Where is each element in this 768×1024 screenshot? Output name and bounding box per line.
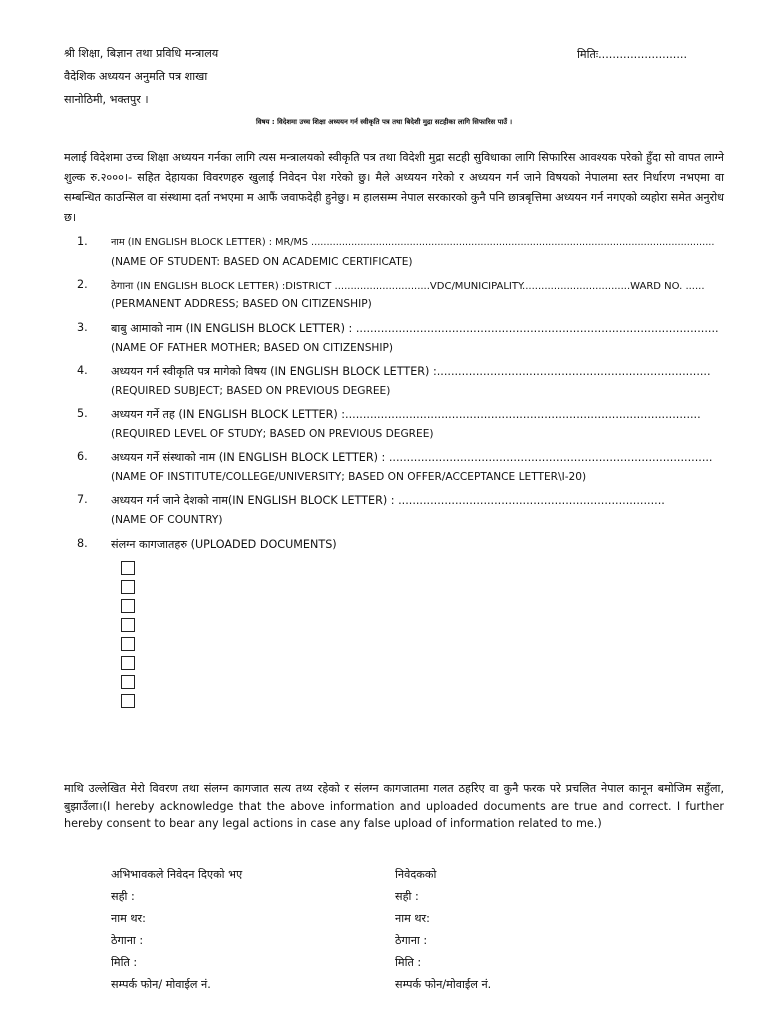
- guardian-date-field: मिति :: [111, 956, 138, 969]
- item-number: 3.: [77, 321, 88, 334]
- item-parents-name: बाबु आमाको नाम (IN ENGLISH BLOCK LETTER) : ......................................................................................................: [111, 322, 719, 335]
- applicant-address-field: ठेगाना :: [395, 934, 428, 947]
- document-checkbox[interactable]: [121, 675, 135, 689]
- applicant-phone-field: सम्पर्क फोन/मोवाईल नं.: [395, 978, 492, 991]
- addressee-line-1: श्री शिक्षा, बिज्ञान तथा प्रविधि मन्त्रालय: [64, 47, 219, 60]
- item-uploaded-documents: संलग्न कागजातहरु (UPLOADED DOCUMENTS): [111, 538, 337, 551]
- item-number: 5.: [77, 407, 88, 420]
- guardian-signature-field: सही :: [111, 890, 135, 903]
- item-student-name-note: (NAME OF STUDENT: BASED ON ACADEMIC CERTIFICATE): [111, 256, 413, 268]
- applicant-signature-field: सही :: [395, 890, 419, 903]
- item-number: 4.: [77, 364, 88, 377]
- subject-line: विषय : विदेशमा उच्च शिक्षा अध्ययन गर्न स्वीकृति पत्र तथा बिदेशी मुद्रा सटहीका लागि सिफारिस पाउँ ।: [255, 118, 513, 126]
- item-institute-note: (NAME OF INSTITUTE/COLLEGE/UNIVERSITY; BASED ON OFFER/ACCEPTANCE LETTER\I-20): [111, 471, 587, 483]
- document-checkbox[interactable]: [121, 637, 135, 651]
- applicant-heading: निवेदकको: [395, 868, 437, 881]
- applicant-date-field: मिति :: [395, 956, 422, 969]
- item-number: 8.: [77, 537, 88, 550]
- body-paragraph: मलाई विदेशमा उच्च शिक्षा अध्ययन गर्नका लागि त्यस मन्त्रालयको स्वीकृति पत्र तथा विदेशी मुद्रा सटही सुविधाका लागि सिफारिस आवश्यक परेको हुँदा सो वापत लाग्ने शुल्क रु.२०००।- सहित देहायका विवरणहरु खुलाई निवेदन पेश गरेको छु। मैले अध्ययन गरेको र अध्ययन गर्न जाने विषयको नेपालमा स्तर निर्धारण नभएमा वा सम्बन्धित काउन्सिल वा संस्थामा दर्ता नभएमा म आफैं जवाफदेही हुनेछु। म हालसम्म नेपाल सरकारको कुनै पनि छात्रबृत्तिमा अध्ययन गर्न नगएको व्यहोरा समेत अनुरोध छ।: [64, 151, 724, 224]
- item-number: 7.: [77, 493, 88, 506]
- item-country-note: (NAME OF COUNTRY): [111, 514, 223, 526]
- item-level-note: (REQUIRED LEVEL OF STUDY; BASED ON PREVIOUS DEGREE): [111, 428, 434, 440]
- document-checkbox[interactable]: [121, 618, 135, 632]
- guardian-phone-field: सम्पर्क फोन/ मोवाईल नं.: [111, 978, 211, 991]
- declaration-paragraph: माथि उल्लेखित मेरो विवरण तथा संलग्न कागजात सत्य तथ्य रहेको र संलग्न कागजातमा गलत ठहरिए वा कुनै फरक परे प्रचलित नेपाल कानून बमोजिम सहुँला, बुझाउँला।(I hereby acknowledge that the above information and uploaded documents are true and correct. I further hereby consent to bear any legal actions in case any false upload of information related to me.): [64, 782, 724, 830]
- document-checkbox[interactable]: [121, 656, 135, 670]
- item-number: 1.: [77, 235, 88, 248]
- guardian-address-field: ठेगाना :: [111, 934, 144, 947]
- document-checkbox[interactable]: [121, 694, 135, 708]
- addressee-line-2: वैदेशिक अध्ययन अनुमति पत्र शाखा: [64, 70, 208, 83]
- document-checkbox[interactable]: [121, 599, 135, 613]
- item-level: अध्ययन गर्ने तह (IN ENGLISH BLOCK LETTER) :....................................................................................................: [111, 408, 701, 421]
- item-student-name: नाम (IN ENGLISH BLOCK LETTER) : MR/MS ...................................................................................................................................: [111, 237, 715, 248]
- date-field: मितिः.........................: [577, 48, 688, 61]
- item-country: अध्ययन गर्न जाने देशको नाम(IN ENGLISH BLOCK LETTER) : ...........................................................................: [111, 494, 665, 507]
- item-institute: अध्ययन गर्ने संस्थाको नाम (IN ENGLISH BLOCK LETTER) : ...........................................................................................: [111, 451, 713, 464]
- guardian-name-field: नाम थर:: [111, 912, 146, 925]
- document-checkbox[interactable]: [121, 561, 135, 575]
- item-address: ठेगाना (IN ENGLISH BLOCK LETTER) :DISTRICT ..............................VDC/MUNICIPALITY..................................WARD NO. ......: [111, 281, 705, 292]
- guardian-heading: अभिभावकले निवेदन दिएको भए: [111, 868, 243, 881]
- item-subject: अध्ययन गर्न स्वीकृति पत्र मागेको विषय (IN ENGLISH BLOCK LETTER) :.............................................................................: [111, 365, 711, 378]
- applicant-name-field: नाम थर:: [395, 912, 430, 925]
- item-address-note: (PERMANENT ADDRESS; BASED ON CITIZENSHIP): [111, 298, 372, 310]
- addressee-line-3: सानोठिमी, भक्तपुर ।: [64, 93, 149, 106]
- document-checkbox[interactable]: [121, 580, 135, 594]
- item-number: 2.: [77, 278, 88, 291]
- item-number: 6.: [77, 450, 88, 463]
- item-parents-name-note: (NAME OF FATHER MOTHER; BASED ON CITIZENSHIP): [111, 342, 394, 354]
- item-subject-note: (REQUIRED SUBJECT; BASED ON PREVIOUS DEGREE): [111, 385, 391, 397]
